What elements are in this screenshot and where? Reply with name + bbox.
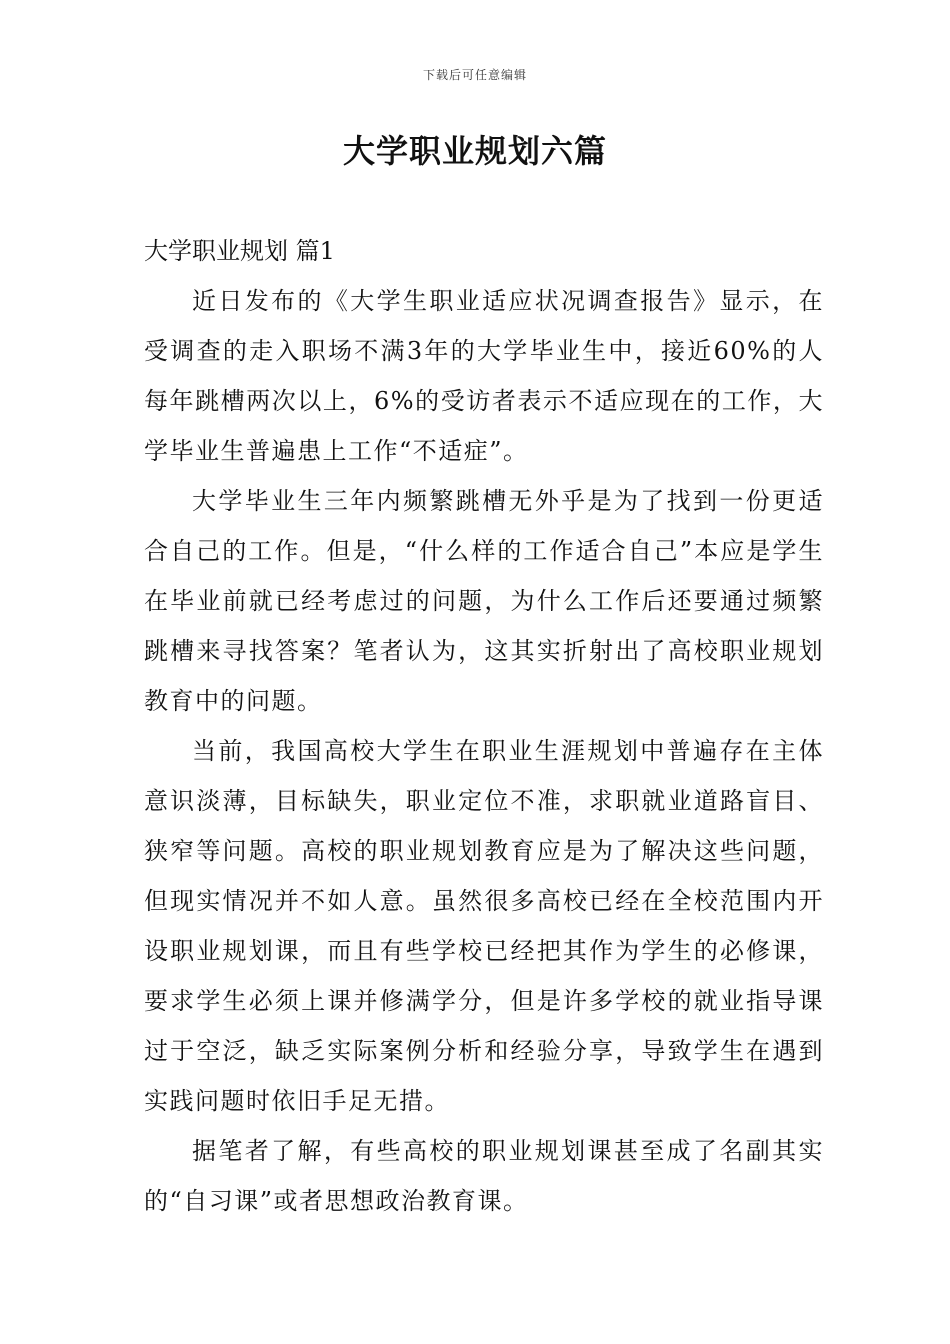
paragraph-1: 近日发布的《大学生职业适应状况调查报告》显示，在受调查的走入职场不满3年的大学毕业生中，接近60%的人每年跳槽两次以上，6%的受访者表示不适应现在的工作，大学毕业生普遍患上工作“不适症”。: [144, 287, 824, 465]
paragraph-2: 大学毕业生三年内频繁跳槽无外乎是为了找到一份更适合自己的工作。但是，“什么样的工作适合自己”本应是学生在毕业前就已经考虑过的问题，为什么工作后还要通过频繁跳槽来寻找答案？笔者认为，这其实折射出了高校职业规划教育中的问题。: [144, 487, 824, 715]
section-heading: 大学职业规划 篇1: [144, 237, 335, 265]
document-title: 大学职业规划六篇: [342, 132, 607, 170]
document-body: [144, 226, 824, 1226]
header-note: 下载后可任意编辑: [422, 68, 527, 82]
paragraph-4: 据笔者了解，有些高校的职业规划课甚至成了名副其实的“自习课”或者思想政治教育课。: [144, 1137, 824, 1215]
paragraph-3: 当前，我国高校大学生在职业生涯规划中普遍存在主体意识淡薄，目标缺失，职业定位不准，求职就业道路盲目、狭窄等问题。高校的职业规划教育应是为了解决这些问题，但现实情况并不如人意。虽然很多高校已经在全校范围内开设职业规划课，而且有些学校已经把其作为学生的必修课，要求学生必须上课并修满学分，但是许多学校的就业指导课过于空泛，缺乏实际案例分析和经验分享，导致学生在遇到实践问题时依旧手足无措。: [144, 737, 824, 1115]
